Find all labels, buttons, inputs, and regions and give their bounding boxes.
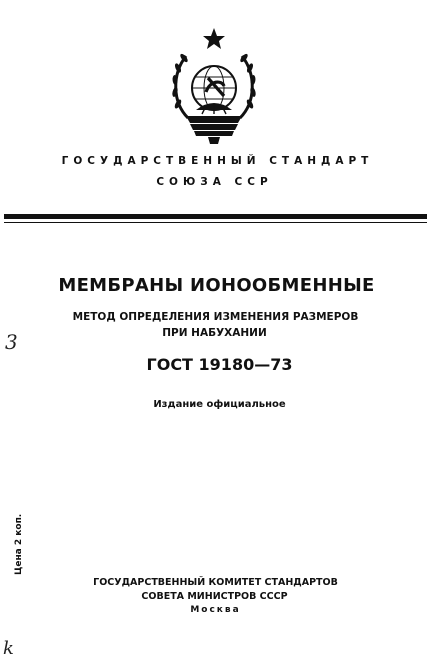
document-title: МЕМБРАНЫ ИОНООБМЕННЫЕ	[58, 275, 375, 296]
standard-header-line2: СОЮЗА ССР	[156, 176, 273, 188]
ussr-coat-of-arms-icon	[166, 26, 262, 146]
publisher-line1: ГОСУДАРСТВЕННЫЙ КОМИТЕТ СТАНДАРТОВ	[93, 577, 338, 588]
document-subtitle-line1: МЕТОД ОПРЕДЕЛЕНИЯ ИЗМЕНЕНИЯ РАЗМЕРОВ	[72, 311, 359, 323]
publisher-line2: СОВЕТА МИНИСТРОВ СССР	[141, 591, 288, 602]
standard-header-line1: ГОСУДАРСТВЕННЫЙ СТАНДАРТ	[61, 155, 374, 167]
header-divider-thin	[4, 222, 427, 223]
standard-number: ГОСТ 19180—73	[146, 355, 293, 374]
edition-label: Издание официальное	[153, 399, 286, 410]
handwritten-page-number: 3	[5, 330, 18, 354]
publisher-city: Москва	[190, 605, 241, 615]
price-label: Цена 2 коп.	[14, 513, 24, 575]
document-subtitle-line2: ПРИ НАБУХАНИИ	[162, 327, 267, 339]
handwritten-margin-mark: k	[3, 638, 14, 659]
header-divider-thick	[4, 214, 427, 219]
